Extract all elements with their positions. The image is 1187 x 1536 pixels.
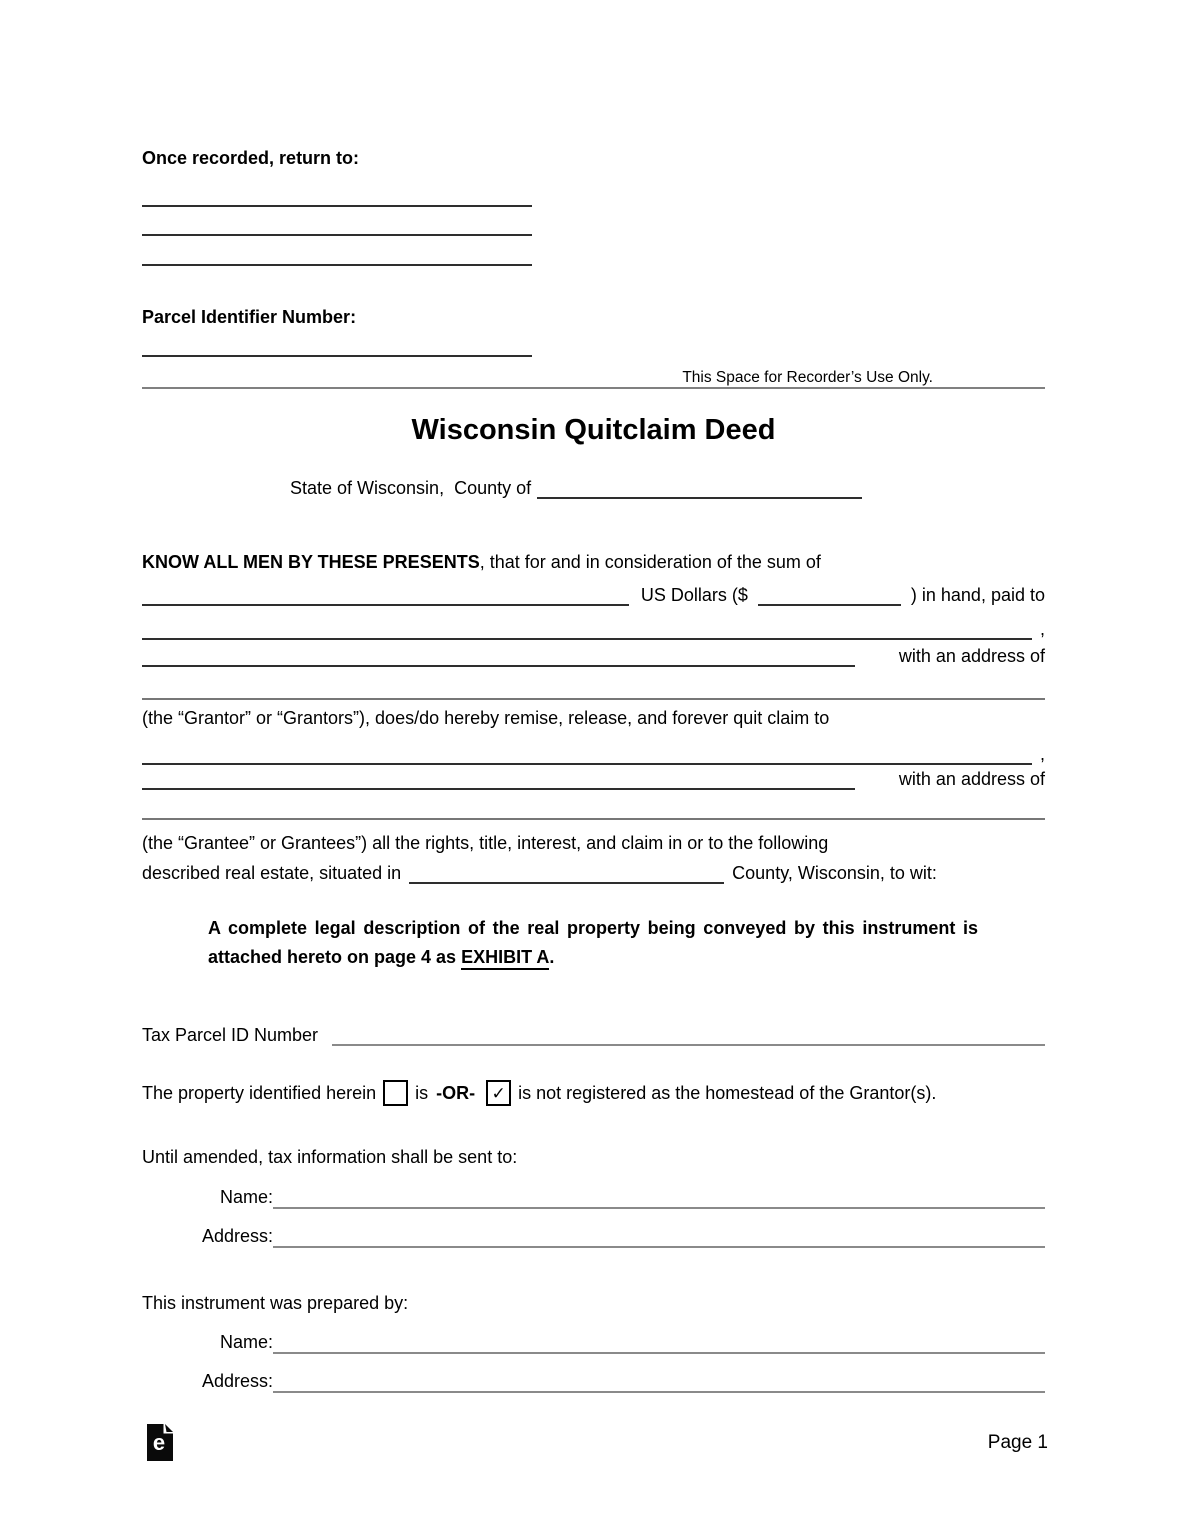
until-amended-text: Until amended, tax information shall be sent to: xyxy=(142,1147,518,1167)
homestead-or-text: -OR- xyxy=(436,1082,476,1103)
address-label: Address: xyxy=(201,1226,273,1246)
preparer-name-row xyxy=(142,1330,1045,1354)
grantee-name-fill-line[interactable] xyxy=(142,745,1032,765)
grantor-name-row xyxy=(142,618,1045,640)
eforms-logo-icon xyxy=(147,1424,173,1461)
preparer-address-fill-line[interactable] xyxy=(273,1371,1045,1393)
return-to-fill-line-1[interactable] xyxy=(142,186,532,207)
homestead-row xyxy=(142,1080,1045,1106)
dollar-amount-fill-line[interactable] xyxy=(758,586,901,606)
address-label-2: Address: xyxy=(201,1371,273,1391)
svg-text:e: e xyxy=(152,1430,166,1455)
grantor-address-fill-line-2[interactable] xyxy=(142,680,1045,700)
grantee-address-row xyxy=(142,768,1045,790)
with-address-text-2: with an address of xyxy=(898,769,1045,789)
situated-pre-text: described real estate, situated in xyxy=(142,863,402,883)
recorder-use-separator xyxy=(142,369,1045,389)
grantor-clause-text: (the “Grantor” or “Grantors”), does/do hereby remise, release, and forever quit claim to xyxy=(142,708,830,728)
grantor-address-row-2 xyxy=(142,678,1045,700)
homestead-post-text: is not registered as the homestead of the Grantor(s). xyxy=(518,1082,937,1103)
return-to-label: Once recorded, return to: xyxy=(142,148,360,168)
prepared-by-text: This instrument was prepared by: xyxy=(142,1293,409,1313)
grantee-address-fill-line[interactable] xyxy=(142,770,855,790)
grantee-address-fill-line-2[interactable] xyxy=(142,800,1045,820)
tax-parcel-label: Tax Parcel ID Number xyxy=(142,1025,319,1045)
grantee-address-row-2 xyxy=(142,798,1045,820)
legal-description-paragraph xyxy=(208,914,978,972)
know-presents-rest-text: , that for and in consideration of the sum of xyxy=(479,552,821,572)
exhibit-period-text: . xyxy=(549,947,555,967)
homestead-is-text: is xyxy=(415,1082,429,1103)
grantee-clause-text: (the “Grantee” or Grantees”) all the rights, title, interest, and claim in or to the following xyxy=(142,833,829,853)
page-title: Wisconsin Quitclaim Deed xyxy=(411,414,776,446)
page-footer xyxy=(147,1424,1048,1461)
tax-parcel-row xyxy=(142,1024,1045,1046)
know-presents-line xyxy=(142,551,1045,573)
grantee-name-row xyxy=(142,743,1045,765)
homestead-checkbox-checked[interactable] xyxy=(486,1080,511,1106)
parcel-identifier-label: Parcel Identifier Number: xyxy=(142,307,357,327)
situated-row xyxy=(142,862,1045,884)
amount-words-fill-line[interactable] xyxy=(142,586,629,606)
grantor-address-row xyxy=(142,645,1045,667)
checkmark-icon: ✓ xyxy=(491,1083,506,1103)
tax-parcel-fill-line[interactable] xyxy=(332,1026,1045,1046)
parcel-identifier-fill-line[interactable] xyxy=(142,336,532,357)
page-number: Page 1 xyxy=(987,1431,1048,1453)
legal-description-text: A complete legal description of the real property being conveyed by this instrument is attached hereto on page 4 as xyxy=(208,918,978,967)
county-fill-line[interactable] xyxy=(537,479,862,499)
trailing-comma-text-2: , xyxy=(1039,744,1045,764)
state-county-row xyxy=(142,477,1045,499)
preparer-address-row xyxy=(142,1369,1045,1393)
homestead-pre-text: The property identified herein xyxy=(142,1082,377,1103)
us-dollars-text: US Dollars ($ xyxy=(640,585,748,605)
in-hand-paid-text: ) in hand, paid to xyxy=(910,585,1045,605)
grantor-address-fill-line[interactable] xyxy=(142,647,855,667)
with-address-text-1: with an address of xyxy=(898,646,1045,666)
homestead-checkbox-unchecked[interactable] xyxy=(383,1080,408,1106)
grantor-name-fill-line[interactable] xyxy=(142,620,1032,640)
recorder-use-note: This Space for Recorder’s Use Only. xyxy=(682,369,933,386)
tax-info-address-fill-line[interactable] xyxy=(273,1226,1045,1248)
return-to-fill-line-2[interactable] xyxy=(142,207,532,236)
know-presents-bold-text: KNOW ALL MEN BY THESE PRESENTS xyxy=(142,552,480,572)
trailing-comma-text: , xyxy=(1039,619,1045,639)
state-county-text: State of Wisconsin, County of xyxy=(290,478,532,498)
tax-info-name-fill-line[interactable] xyxy=(273,1187,1045,1209)
tax-info-name-row xyxy=(142,1185,1045,1209)
return-to-fill-line-3[interactable] xyxy=(142,236,532,266)
dollars-row xyxy=(142,584,1045,606)
situated-post-text: County, Wisconsin, to wit: xyxy=(732,863,937,883)
tax-info-address-row xyxy=(142,1224,1045,1248)
name-label: Name: xyxy=(219,1187,273,1207)
preparer-name-fill-line[interactable] xyxy=(273,1332,1045,1354)
situated-county-fill-line[interactable] xyxy=(409,864,724,884)
exhibit-a-text: EXHIBIT A xyxy=(461,947,549,970)
name-label-2: Name: xyxy=(219,1332,273,1352)
